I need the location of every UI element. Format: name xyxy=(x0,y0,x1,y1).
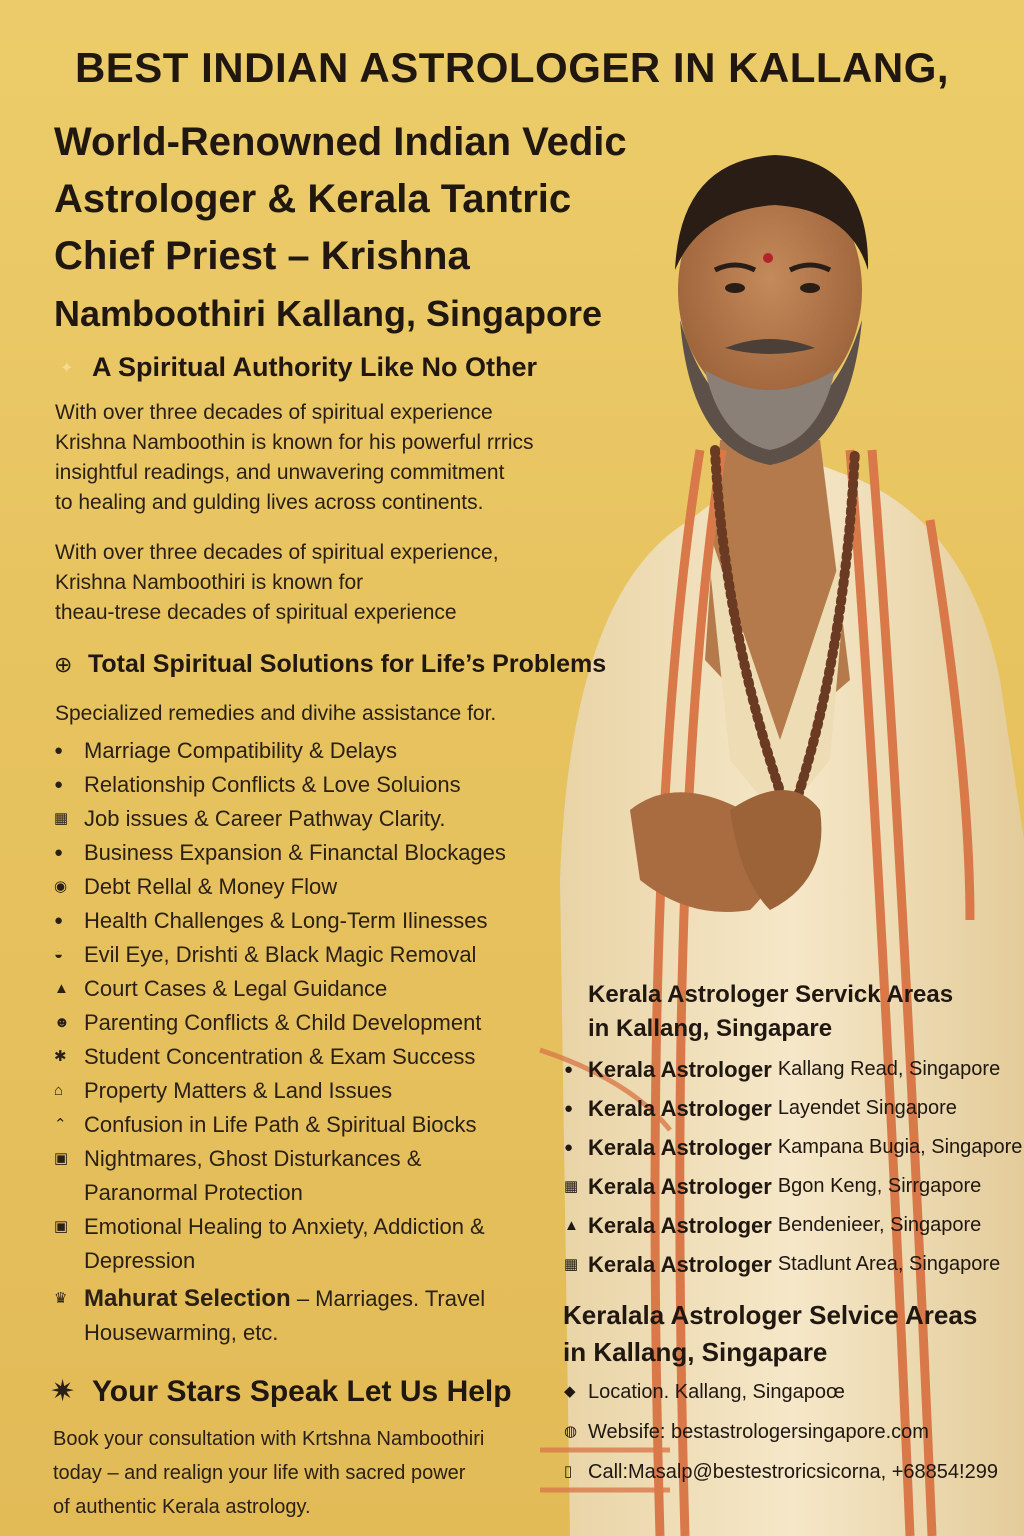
globe-icon: ⊕ xyxy=(54,651,73,677)
cta-line: Book your consultation with Krtshna Namboothiri xyxy=(53,1428,485,1450)
eye-icon: ◒ xyxy=(54,946,64,963)
list-item: ⌂ Property Matters & Land Issues xyxy=(54,1074,554,1108)
mahurat-detail: – Marriages. Travel Housewarming, etc. xyxy=(84,1286,486,1345)
list-item: ● Health Challenges & Long-Term Ilinesses xyxy=(54,904,554,938)
bullet-icon: ● xyxy=(54,844,64,861)
list-item: ▦ Job issues & Career Pathway Clarity. xyxy=(54,802,554,836)
service-areas-title-line: Keralala Astrologer Selvice Areas xyxy=(563,1300,978,1330)
service-areas-heading xyxy=(588,978,953,1046)
service-area-item: ● Kerala Astrologer Kallang Read, Singapore xyxy=(564,1050,1022,1089)
authority-paragraph-2 xyxy=(55,538,499,628)
solutions-heading xyxy=(54,650,606,679)
student-icon: ✱ xyxy=(54,1048,67,1065)
list-item: ◒ Evil Eye, Drishti & Black Magic Removal xyxy=(54,938,554,972)
service-area-item: ▦ Kerala Astrologer Stadlunt Area, Singapore xyxy=(564,1245,1022,1284)
solutions-list xyxy=(54,734,554,1350)
paragraph-line: With over three decades of spiritual experience, xyxy=(55,541,499,564)
paragraph-line: theau-trese decades of spiritual experience xyxy=(55,601,457,624)
subtitle-line: Chief Priest – Krishna xyxy=(54,234,470,278)
location-line: ◆ Location. Kallang, Singapoœ xyxy=(564,1372,998,1412)
list-item: ◉ Debt Rellal & Money Flow xyxy=(54,870,554,904)
location-icon: ● xyxy=(564,1139,574,1156)
contact-block xyxy=(564,1372,998,1492)
paragraph-line: insightful readings, and unwavering commitment xyxy=(55,461,505,484)
service-area-item: ● Kerala Astrologer Layendet Singapore xyxy=(564,1089,1022,1128)
heart-icon: ▣ xyxy=(54,1218,69,1235)
cta-title: Your Stars Speak Let Us Help xyxy=(92,1374,512,1408)
service-areas-title-line: Kerala Astrologer Servick Areas xyxy=(588,981,954,1008)
page-title: BEST INDIAN ASTROLOGER IN KALLANG, xyxy=(74,44,950,91)
service-area-item: ● Kerala Astrologer Kampana Bugia, Singapore xyxy=(564,1128,1022,1167)
authority-paragraph xyxy=(55,398,534,518)
paragraph-line: Krishna Namboothiri is known for xyxy=(55,571,364,594)
list-item: ● Marriage Compatibility & Delays xyxy=(54,734,554,768)
mahurat-label: Mahurat Selection xyxy=(84,1285,291,1312)
paragraph-line: to healing and gulding lives across continents. xyxy=(55,491,484,514)
list-item: ✱ Student Concentration & Exam Success xyxy=(54,1040,554,1074)
sparkle-icon: ✦ xyxy=(60,359,74,377)
location-icon: ● xyxy=(564,1061,574,1078)
service-areas-title-line: in Kallang, Singapare xyxy=(563,1337,828,1367)
service-areas-list xyxy=(564,1050,1022,1284)
solutions-intro: Specialized remedies and divihe assistance for. xyxy=(55,702,497,725)
subtitle-line: World-Renowned Indian Vedic xyxy=(54,120,627,164)
phone-icon: ▯ xyxy=(564,1463,573,1480)
lamp-icon: ♛ xyxy=(54,1290,68,1307)
bullet-icon: ● xyxy=(54,912,64,929)
list-item: ▣ Emotional Healing to Anxiety, Addiction & Depression xyxy=(54,1210,554,1278)
cta-line: of authentic Kerala astrology. xyxy=(53,1496,311,1518)
cta-heading xyxy=(50,1374,512,1409)
globe-icon: ◍ xyxy=(564,1423,578,1440)
list-item: ▲ Court Cases & Legal Guidance xyxy=(54,972,554,1006)
bullet-icon: ● xyxy=(54,776,64,793)
solutions-title: Total Spiritual Solutions for Life’s Problems xyxy=(88,650,607,678)
service-areas-heading-2 xyxy=(563,1297,977,1371)
service-area-item: ▦ Kerala Astrologer Bgon Keng, Sirrgapore xyxy=(564,1167,1022,1206)
path-icon: ⌃ xyxy=(54,1116,67,1133)
authority-title: A Spiritual Authority Like No Other xyxy=(92,352,538,382)
location-icon: ● xyxy=(564,1100,574,1117)
page-subtitle xyxy=(54,114,694,342)
family-icon: ☻ xyxy=(54,1014,70,1031)
star-burst-icon: ✷ xyxy=(50,1375,76,1408)
authority-heading xyxy=(60,352,537,383)
website-line[interactable]: ◍ Websife: bestastrologersingapore.com xyxy=(564,1412,998,1452)
list-item: ⌃ Confusion in Life Path & Spiritual Biocks xyxy=(54,1108,554,1142)
temple-icon: ▲ xyxy=(564,1217,579,1234)
service-areas-title-line: in Kallang, Singapare xyxy=(588,1015,833,1042)
call-line[interactable]: ▯ Call:Masalp@bestestroricsicorna, +68854!299 xyxy=(564,1452,998,1492)
paragraph-line: With over three decades of spiritual experience xyxy=(55,401,493,424)
list-item: ● Relationship Conflicts & Love Soluions xyxy=(54,768,554,802)
cta-text xyxy=(53,1422,484,1524)
list-item: ▣ Nightmares, Ghost Disturkances & Paranormal Protection xyxy=(54,1142,554,1210)
ghost-icon: ▣ xyxy=(54,1150,69,1167)
list-item: ☻ Parenting Conflicts & Child Development xyxy=(54,1006,554,1040)
grid-icon: ▦ xyxy=(54,810,69,827)
cta-line: today – and realign your life with sacred power xyxy=(53,1462,466,1484)
bullet-icon: ● xyxy=(54,742,64,759)
house-icon: ⌂ xyxy=(54,1082,64,1099)
grid-icon: ▦ xyxy=(564,1178,579,1195)
coin-icon: ◉ xyxy=(54,878,68,895)
subtitle-line: Astrologer & Kerala Tantric xyxy=(54,177,572,221)
grid-icon: ▦ xyxy=(564,1256,579,1273)
paragraph-line: Krishna Namboothin is known for his powerful rrrics xyxy=(55,431,534,454)
gavel-icon: ▲ xyxy=(54,980,69,997)
subtitle-line: Namboothiri Kallang, Singapore xyxy=(54,293,603,334)
map-pin-icon: ◆ xyxy=(564,1383,576,1400)
list-item-mahurat xyxy=(54,1282,554,1350)
service-area-item: ▲ Kerala Astrologer Bendenieer, Singapore xyxy=(564,1206,1022,1245)
list-item: ● Business Expansion & Financtal Blockages xyxy=(54,836,554,870)
